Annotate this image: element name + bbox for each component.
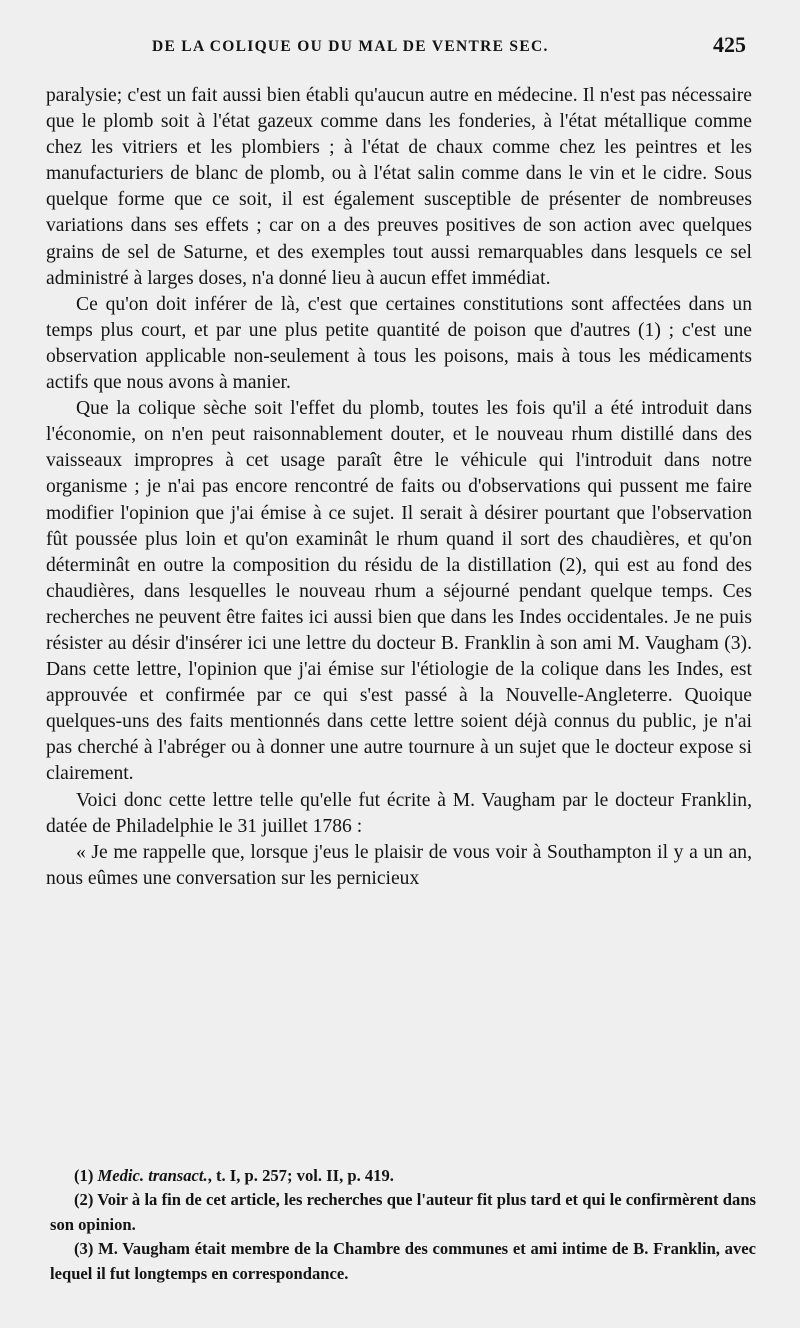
body-text xyxy=(46,83,752,892)
footnote-2: (2) Voir à la fin de cet article, les recherches que l'auteur fit plus tard et qui le confirmèrent dans son opinion. xyxy=(50,1190,756,1234)
running-title: DE LA COLIQUE OU DU MAL DE VENTRE SEC. xyxy=(152,38,549,55)
footnotes xyxy=(50,1164,756,1286)
footnote-1 xyxy=(50,1164,756,1188)
paragraph-4: Voici donc cette lettre telle qu'elle fut écrite à M. Vaugham par le docteur Franklin, datée de Philadelphie le 31 juillet 1786 : xyxy=(46,789,752,837)
page-header xyxy=(44,32,756,68)
footnote-1-title: Medic. transact. xyxy=(97,1166,208,1185)
page-number: 425 xyxy=(713,32,746,57)
footnote-1-rest: , t. I, p. 257; vol. II, p. 419. xyxy=(207,1166,394,1185)
paragraph-3: Que la colique sèche soit l'effet du plomb, toutes les fois qu'il a été introduit dans l'économie, on n'en peut raisonnablement douter, et le nouveau rhum distillé dans des vaisseaux impropres à cet usage paraît être le véhicule qui l'introduit dans notre organisme ; je n'ai pas encore rencontré de faits ou d'observations qui pussent me faire modifier l'opinion que j'ai émise à ce sujet. Il serait à désirer pourtant que l'observation fût poussée plus loin et qu'on examinât le rhum quand il sort des chaudières, et qu'on déterminât en outre la composition du résidu de la distillation (2), qui est au fond des chaudières, dans lesquelles le nouveau rhum a séjourné pendant quelque temps. Ces recherches ne peuvent être faites ici aussi bien que dans les Indes occidentales. Je ne puis résister au désir d'insérer ici une lettre du docteur B. Franklin à son ami M. Vaugham (3). Dans cette lettre, l'opinion que j'ai émise sur l'étiologie de la colique dans les Indes, est approuvée et confirmée par ce qui s'est passé à la Nouvelle-Angleterre. Quoique quelques-uns des faits mentionnés dans cette lettre soient déjà connus du public, je n'ai pas cherché à l'abréger ou à donner une autre tournure à un sujet que le docteur expose si clairement. xyxy=(46,398,752,785)
paragraph-2: Ce qu'on doit inférer de là, c'est que certaines constitutions sont affectées dans un temps plus court, et par une plus petite quantité de poison que d'autres (1) ; c'est une observation applicable non-seulement à tous les poisons, mais à tous les médicaments actifs que nous avons à manier. xyxy=(46,293,752,394)
footnote-1-marker: (1) xyxy=(74,1166,94,1185)
paragraph-1: paralysie; c'est un fait aussi bien établi qu'aucun autre en médecine. Il n'est pas nécessaire que le plomb soit à l'état gazeux comme dans les fonderies, à l'état métallique comme chez les vitriers et les plombiers ; à l'état de chaux comme chez les peintres et les manufacturiers de blanc de plomb, ou à l'état salin comme dans le vin et le cidre. Sous quelque forme que ce soit, il est également susceptible de présenter de nombreuses variations dans ses effets ; car on a des preuves positives de son action avec quelques grains de sel de Saturne, et des exemples tout aussi remarquables dans lesquels ce sel administré à larges doses, n'a donné lieu à aucun effet immédiat. xyxy=(46,85,752,289)
paragraph-5: « Je me rappelle que, lorsque j'eus le plaisir de vous voir à Southampton il y a un an, nous eûmes une conversation sur les pernicieux xyxy=(46,841,752,889)
footnote-3: (3) M. Vaugham était membre de la Chambre des communes et ami intime de B. Franklin, avec lequel il fut longtemps en correspondance. xyxy=(50,1239,756,1283)
